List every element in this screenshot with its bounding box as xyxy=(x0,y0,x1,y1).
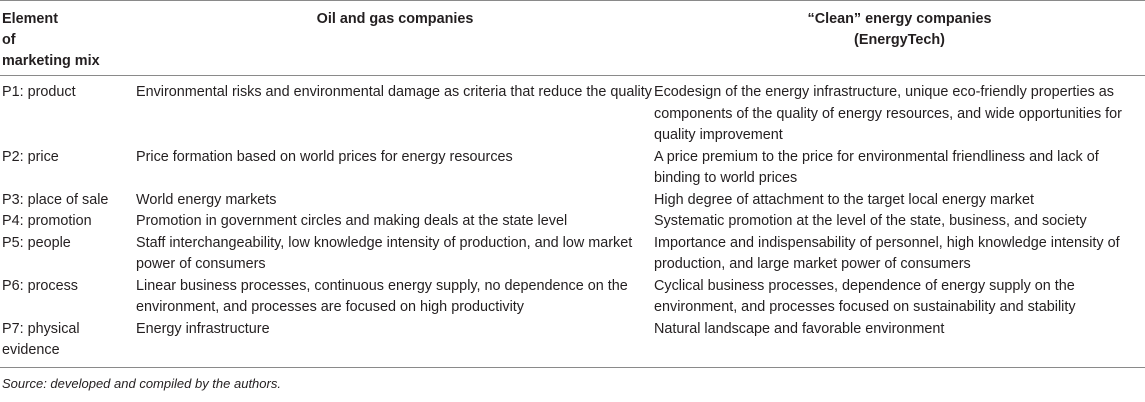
cell-element: P1: product xyxy=(2,84,76,100)
cell-clean-energy: Systematic promotion at the level of the state, business, and society xyxy=(654,213,1087,229)
cell-element: P7: physical evidence xyxy=(0,319,136,368)
header-oil-gas: Oil and gas companies xyxy=(136,1,654,76)
cell-element: P5: people xyxy=(2,234,71,251)
cell-oil-gas: Staff interchangeability, low knowledge intensity of production, and low market power of consumers xyxy=(136,234,633,272)
cell-clean-energy: High degree of attachment to the target local energy market xyxy=(654,191,1034,208)
cell-clean-energy: Importance and indispensability of personnel, high knowledge intensity of production, and large market power of consumers xyxy=(654,234,1120,272)
cell-oil-gas: Price formation based on world prices for energy resources xyxy=(136,148,513,165)
table-row xyxy=(0,276,1145,319)
table-row xyxy=(0,76,1145,147)
header-clean-line-2: (EnergyTech) xyxy=(854,32,945,48)
cell-clean-energy: Natural landscape and favorable environment xyxy=(654,319,1145,368)
header-row xyxy=(0,1,1145,76)
cell-clean-energy: Ecodesign of the energy infrastructure, unique eco-friendly properties as components of the quality of energy resources, and wide opportunities for quality improvement xyxy=(654,84,1122,143)
header-element-line-1: Element xyxy=(2,11,58,27)
cell-oil-gas: Promotion in government circles and making deals at the state level xyxy=(136,213,568,229)
cell-element: P3: place of sale xyxy=(2,191,109,208)
table-header xyxy=(0,1,1145,76)
table-body xyxy=(0,76,1145,368)
cell-oil-gas: World energy markets xyxy=(136,191,277,208)
cell-element: P6: process xyxy=(2,277,78,294)
table-row xyxy=(0,211,1145,233)
table-row xyxy=(0,319,1145,368)
cell-oil-gas: Linear business processes, continuous energy supply, no dependence on the environment, and processes are focused on high productivity xyxy=(136,277,628,315)
cell-oil-gas: Energy infrastructure xyxy=(136,319,654,368)
table-row xyxy=(0,190,1145,212)
cell-element: P2: price xyxy=(2,148,59,165)
cell-oil-gas: Environmental risks and environmental damage as criteria that reduce the quality xyxy=(136,84,652,100)
table-row xyxy=(0,233,1145,276)
header-element xyxy=(0,1,136,76)
header-clean-energy xyxy=(654,1,1145,76)
header-element-line-3: marketing mix xyxy=(2,53,100,69)
cell-clean-energy: Cyclical business processes, dependence of energy supply on the environment, and processes focused on sustainability and stability xyxy=(654,277,1076,315)
header-element-line-2: of xyxy=(2,32,16,48)
header-clean-line-1: “Clean” energy companies xyxy=(807,11,992,27)
source-note: Source: developed and compiled by the authors. xyxy=(2,375,281,391)
cell-clean-energy: A price premium to the price for environmental friendliness and lack of binding to world prices xyxy=(654,148,1099,186)
table-row xyxy=(0,147,1145,190)
cell-element: P4: promotion xyxy=(2,213,92,229)
